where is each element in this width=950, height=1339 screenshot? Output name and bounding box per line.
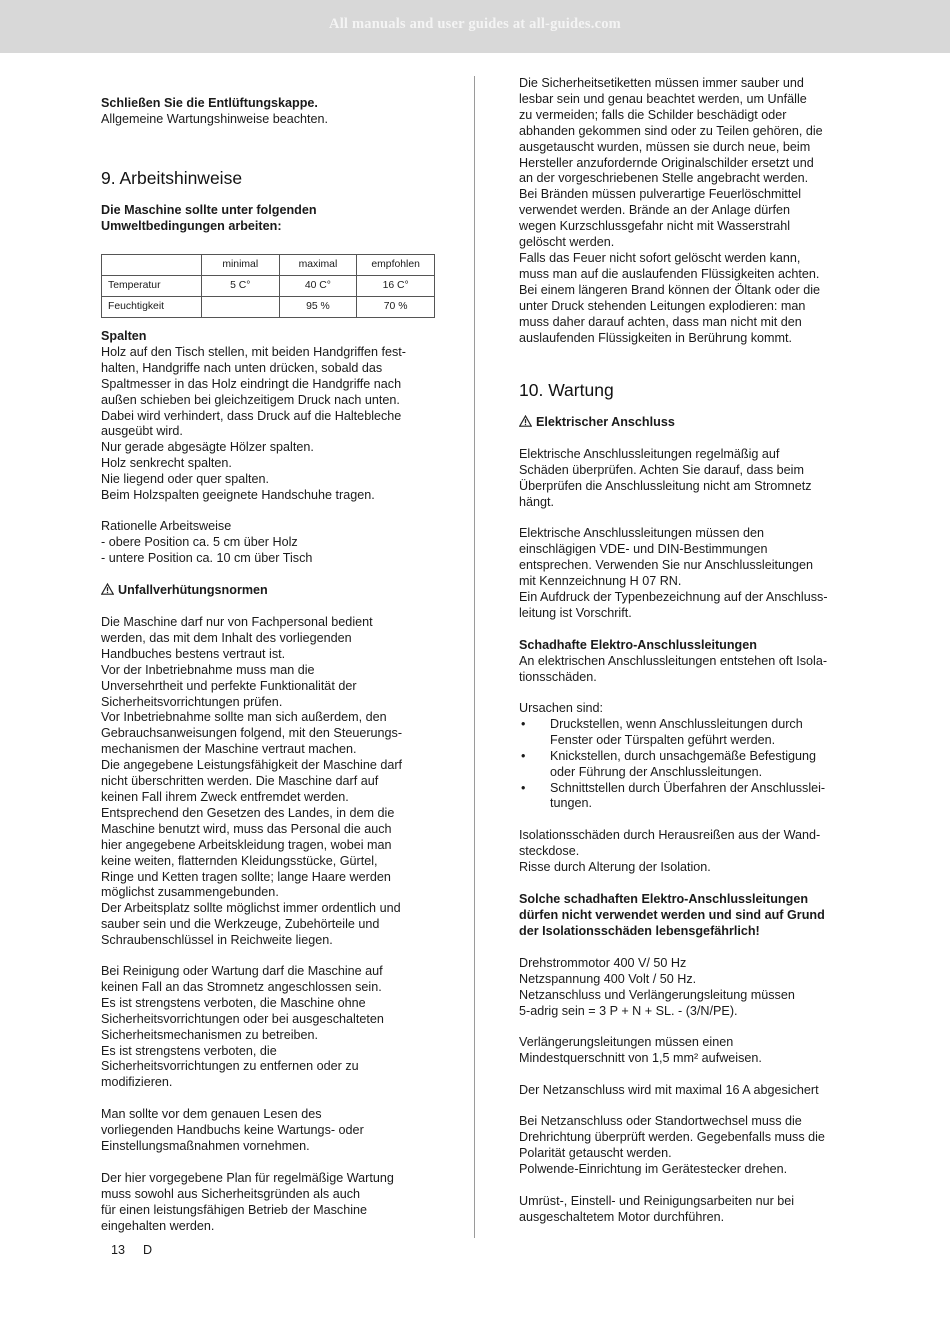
- page-footer: [111, 1243, 170, 1259]
- table-cell: Temperatur: [102, 276, 202, 297]
- env-heading-line: Die Maschine sollte unter folgenden: [101, 203, 317, 217]
- text-line: keine weiten, flatternden Kleidungsstücke, Gürtel,: [101, 853, 378, 868]
- text-line: Die Sicherheitsetiketten müssen immer sauber und: [519, 76, 804, 90]
- text-line: Verlängerungsleitungen müssen einen: [519, 1035, 734, 1049]
- table-header-cell: maximal: [279, 255, 357, 276]
- text-line: Sicherheitsvorrichtungen prüfen.: [101, 694, 283, 709]
- table-cell: 16 C°: [357, 276, 435, 297]
- list-item: [519, 781, 859, 797]
- text-line: für einen leistungsfähigen Betrieb der Maschine: [101, 1202, 368, 1217]
- list-item: [519, 749, 859, 765]
- text-line: Schraubenschlüssel in Reichweite liegen.: [101, 933, 333, 948]
- text-line: Risse durch Alterung der Isolation.: [519, 859, 711, 874]
- text-line: Isolationsschäden durch Herausreißen aus der Wand-: [519, 828, 821, 842]
- list-item: [519, 733, 859, 749]
- text-line: An elektrischen Anschlussleitungen entstehen oft Isola-: [519, 653, 828, 668]
- text-line: hier angegebene Arbeitskleidung tragen, wobei man: [101, 837, 392, 852]
- text-line: dürfen nicht verwendet werden und sind auf Grund: [519, 907, 825, 922]
- text-line: Elektrische Anschlussleitungen regelmäßig auf: [519, 447, 780, 461]
- elektr-heading: [519, 415, 859, 431]
- section-title-arbeitshinweise: 9. Arbeitshinweise: [101, 168, 243, 188]
- text-line: Holz auf den Tisch stellen, mit beiden Handgriffen fest-: [101, 344, 406, 359]
- language-code: D: [143, 1243, 153, 1257]
- text-line: Entsprechend den Gesetzen des Landes, in dem die: [101, 805, 395, 820]
- etiketten-text: [519, 76, 859, 346]
- text-line: ausgeschaltetem Motor durchführen.: [519, 1209, 725, 1224]
- table-cell: [201, 297, 279, 318]
- table-cell: 95 %: [279, 297, 357, 318]
- text-line: einschlägigen VDE- und DIN-Bestimmungen: [519, 541, 768, 556]
- text-line: muss daher darauf achten, dass man nicht mit den: [519, 314, 802, 329]
- text-line: Dabei wird verhindert, dass Druck auf die Haltebleche: [101, 408, 402, 423]
- list-item: [519, 796, 859, 812]
- unfall-title: Unfallverhütungsnormen: [118, 583, 268, 597]
- text-line: Man sollte vor dem genauen Lesen des: [101, 1107, 322, 1121]
- text-line: Ringe und Ketten tragen sollte; lange Haare werden: [101, 869, 391, 884]
- motor-text: [519, 956, 859, 1020]
- environment-table: [101, 254, 435, 318]
- text-line: Drehrichtung überprüft werden. Gegebenfalls muss die: [519, 1129, 825, 1144]
- table-cell: 5 C°: [201, 276, 279, 297]
- unfall-text: [101, 615, 441, 949]
- env-heading-line: Umweltbedingungen arbeiten:: [101, 218, 282, 233]
- text-line: lesbar sein und genau beachtet werden, um Unfälle: [519, 91, 807, 106]
- text-line: auslaufenden Flüssigkeiten in Berührung kommt.: [519, 330, 793, 345]
- table-cell: Feuchtigkeit: [102, 297, 202, 318]
- text-line: steckdose.: [519, 843, 580, 858]
- text-line: Polarität getauscht werden.: [519, 1145, 672, 1160]
- text-line: halten, Handgriffe nach unten drücken, sobald das: [101, 360, 383, 375]
- text-line: Die angegebene Leistungsfähigkeit der Maschine darf: [101, 758, 403, 773]
- text-line: möglichst zusammengebunden.: [101, 885, 279, 900]
- table-header-cell: minimal: [201, 255, 279, 276]
- intro-block: [101, 96, 441, 128]
- elektr-text-1: [519, 447, 859, 511]
- intro-line: Schließen Sie die Entlüftungskappe.: [101, 96, 318, 110]
- bullet-icon: •: [521, 716, 526, 731]
- warning-triangle-icon: [101, 583, 114, 595]
- text-line: Rationelle Arbeitsweise: [101, 519, 232, 533]
- text-line: Bei Netzanschluss oder Standortwechsel muss die: [519, 1114, 802, 1128]
- warning-triangle-icon: [519, 415, 532, 427]
- list-item: [519, 765, 859, 781]
- text-line: keinen Fall an das Stromnetz angeschlossen sein.: [101, 979, 382, 994]
- text-line: Schäden überprüfen. Achten Sie darauf, dass beim: [519, 462, 804, 477]
- text-line: muss man auf die auslaufenden Flüssigkeiten achten.: [519, 266, 820, 281]
- text-line: Es ist strengstens verboten, die: [101, 1043, 277, 1058]
- list-item: [519, 717, 859, 733]
- text-line: Polwende-Einrichtung im Gerätestecker drehen.: [519, 1161, 788, 1176]
- text-line: Mindestquerschnitt von 1,5 mm² aufweisen.: [519, 1050, 762, 1065]
- text-line: Ein Aufdruck der Typenbezeichnung auf der Anschluss-: [519, 589, 828, 604]
- text-line: Beim Holzspalten geeignete Handschuhe tragen.: [101, 488, 375, 503]
- schad-block: [519, 638, 859, 686]
- text-line: leitung ist Vorschrift.: [519, 605, 632, 620]
- table-cell: 40 C°: [279, 276, 357, 297]
- text-line: tionsschäden.: [519, 669, 597, 684]
- text-line: nicht überschritten werden. Die Maschine darf auf: [101, 774, 379, 789]
- verl-text: [519, 1035, 859, 1067]
- text-line: Gebrauchsanweisungen folgend, mit den Steuerungs-: [101, 726, 403, 741]
- column-divider: [474, 76, 475, 1238]
- text-line: ausgetauscht wurden, müssen sie durch neue, beim: [519, 139, 811, 154]
- list-item-text: tungen.: [550, 796, 593, 811]
- text-line: modifizieren.: [101, 1075, 173, 1090]
- spalten-text: [101, 345, 441, 504]
- watermark-banner: [0, 0, 950, 53]
- text-line: Solche schadhaften Elektro-Anschlussleitungen: [519, 892, 809, 906]
- text-line: Die Maschine darf nur von Fachpersonal bedient: [101, 615, 373, 629]
- unfall-heading: [101, 583, 441, 599]
- bullet-icon: •: [521, 748, 526, 763]
- text-line: Sicherheitsmechanismen zu betreiben.: [101, 1027, 319, 1042]
- elektr-title: Elektrischer Anschluss: [536, 415, 675, 429]
- text-line: Maschine benutzt wird, muss das Personal die auch: [101, 821, 392, 836]
- text-line: Handbuches bestens vertraut ist.: [101, 646, 286, 661]
- ursachen-block: [519, 701, 859, 812]
- lesen-text: [101, 1107, 441, 1155]
- env-heading: [101, 203, 441, 235]
- table-row: [102, 297, 435, 318]
- table-header-cell: [102, 255, 202, 276]
- text-line: Der Arbeitsplatz sollte möglichst immer ordentlich und: [101, 901, 401, 916]
- text-line: keinen Fall ihrem Zweck entfremdet werden.: [101, 789, 349, 804]
- text-line: Falls das Feuer nicht sofort gelöscht werden kann,: [519, 250, 801, 265]
- text-line: hängt.: [519, 494, 555, 509]
- text-line: Bei Reinigung oder Wartung darf die Maschine auf: [101, 964, 383, 978]
- text-line: Überprüfen die Anschlussleitung nicht am Stromnetz: [519, 478, 812, 493]
- text-line: Bei Bränden müssen pulverartige Feuerlöschmittel: [519, 187, 802, 202]
- elektr-text-2: [519, 526, 859, 621]
- text-line: Bei einem längeren Brand können der Öltank oder die: [519, 282, 821, 297]
- text-line: außen schieben bei gleichzeitigem Druck nach unten.: [101, 392, 400, 407]
- list-item-text: Fenster oder Türspalten geführt werden.: [550, 732, 776, 747]
- text-line: Nur gerade abgesägte Hölzer spalten.: [101, 440, 314, 455]
- text-line: sauber sein und die Werkzeuge, Zubehörteile und: [101, 917, 380, 932]
- text-line: gelöscht werden.: [519, 235, 615, 250]
- text-line: Netzanschluss und Verlängerungsleitung müssen: [519, 987, 795, 1002]
- bullet-icon: •: [521, 780, 526, 795]
- text-line: Elektrische Anschlussleitungen müssen den: [519, 526, 765, 540]
- rational-block: [101, 519, 441, 567]
- banner-text: All manuals and user guides at all-guides.com: [329, 16, 621, 32]
- list-item-text: Knickstellen, durch unsachgemäße Befestigung: [550, 748, 817, 763]
- text-line: mit Kennzeichnung H 07 RN.: [519, 573, 682, 588]
- text-line: Der hier vorgegebene Plan für regelmäßige Wartung: [101, 1171, 394, 1185]
- text-line: - obere Position ca. 5 cm über Holz: [101, 534, 298, 549]
- text-line: Sicherheitsvorrichtungen oder bei ausgeschalteten: [101, 1011, 384, 1026]
- text-line: zu vermeiden; falls die Schilder beschädigt oder: [519, 107, 787, 122]
- text-line: verwendet werden. Brände an der Anlage dürfen: [519, 203, 790, 218]
- reinigung-text: [101, 964, 441, 1091]
- intro-line: Allgemeine Wartungshinweise beachten.: [101, 111, 329, 126]
- text-line: entsprechen. Verwenden Sie nur Anschlussleitungen: [519, 557, 814, 572]
- table-row: [102, 276, 435, 297]
- text-line: Einstellungsmaßnahmen vornehmen.: [101, 1138, 310, 1153]
- list-item-text: oder Führung der Anschlussleitungen.: [550, 764, 763, 779]
- table-header-row: [102, 255, 435, 276]
- drehrichtung-text: [519, 1114, 859, 1178]
- text-line: Umrüst-, Einstell- und Reinigungsarbeiten nur bei: [519, 1194, 795, 1208]
- spalten-block: [101, 329, 441, 504]
- bullet-list: [519, 717, 859, 812]
- text-line: Unversehrtheit und perfekte Funktionalität der: [101, 678, 357, 693]
- text-line: wegen Kurzschlussgefahr nicht mit Wasserstrahl: [519, 219, 791, 234]
- text-line: Sicherheitsvorrichtungen zu entfernen oder zu: [101, 1059, 359, 1074]
- plan-text: [101, 1171, 441, 1235]
- text-line: abhanden gekommen sind oder zu Teilen gehören, die: [519, 123, 823, 138]
- netz-line: Der Netzanschluss wird mit maximal 16 A abgesichert: [519, 1083, 819, 1097]
- list-item-text: Schnittstellen durch Überfahren der Anschlusslei-: [550, 780, 826, 795]
- umruest-text: [519, 1194, 859, 1226]
- text-line: Holz senkrecht spalten.: [101, 456, 232, 471]
- text-line: - untere Position ca. 10 cm über Tisch: [101, 550, 313, 565]
- table-header-cell: empfohlen: [357, 255, 435, 276]
- text-line: der Isolationsschäden lebensgefährlich!: [519, 923, 760, 938]
- section-title-wartung: 10. Wartung: [519, 380, 614, 400]
- text-line: Hersteller anzufordernde Originalschilder ersetzt und: [519, 155, 814, 170]
- ursachen-label: Ursachen sind:: [519, 701, 603, 715]
- page-number: 13: [111, 1243, 126, 1257]
- text-line: Vor der Inbetriebnahme muss man die: [101, 662, 315, 677]
- list-item-text: Druckstellen, wenn Anschlussleitungen durch: [550, 716, 803, 731]
- text-line: muss sowohl aus Sicherheitsgründen als auch: [101, 1186, 361, 1201]
- netz-text: [519, 1083, 859, 1099]
- warning-text: [519, 892, 859, 940]
- iso-text: [519, 828, 859, 876]
- text-line: eingehalten werden.: [101, 1218, 215, 1233]
- text-line: Nie liegend oder quer spalten.: [101, 472, 270, 487]
- text-line: mechanismen der Maschine vertraut machen.: [101, 742, 357, 757]
- text-line: Drehstrommotor 400 V/ 50 Hz: [519, 956, 687, 970]
- text-line: unter Druck stehenden Leitungen explodieren: man: [519, 298, 806, 313]
- text-line: ausgeübt wird.: [101, 424, 183, 439]
- text-line: Es ist strengstens verboten, die Maschine ohne: [101, 995, 366, 1010]
- text-line: Netzspannung 400 Volt / 50 Hz.: [519, 971, 697, 986]
- text-line: werden, das mit dem Inhalt des vorliegenden: [101, 630, 352, 645]
- schad-text: [519, 654, 859, 686]
- schad-title: Schadhafte Elektro-Anschlussleitungen: [519, 638, 757, 652]
- text-line: Spaltmesser in das Holz eindringt die Handgriffe nach: [101, 376, 402, 391]
- text-line: 5-adrig sein = 3 P + N + SL. - (3/N/PE).: [519, 1003, 738, 1018]
- spalten-title: Spalten: [101, 329, 147, 343]
- text-line: Vor Inbetriebnahme sollte man sich außerdem, den: [101, 710, 387, 725]
- table-cell: 70 %: [357, 297, 435, 318]
- text-line: vorliegenden Handbuchs keine Wartungs- oder: [101, 1122, 364, 1137]
- text-line: an der vorgeschriebenen Stelle angebracht werden.: [519, 171, 809, 186]
